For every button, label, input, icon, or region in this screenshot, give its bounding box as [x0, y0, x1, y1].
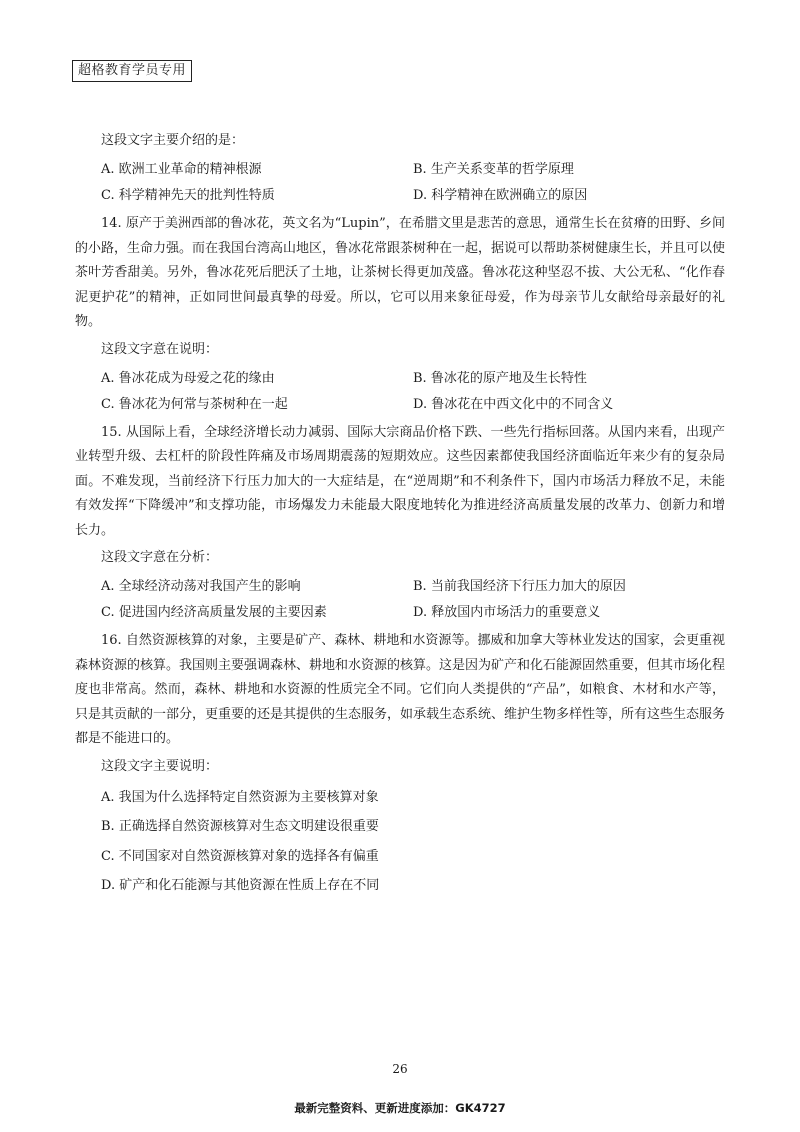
option-b: B. 正确选择自然资源核算对生态文明建设很重要	[101, 819, 379, 834]
option-d: D. 释放国内市场活力的重要意义	[413, 605, 601, 620]
option-a: A. 我国为什么选择特定自然资源为主要核算对象	[101, 789, 379, 805]
options-list	[75, 783, 725, 901]
footer-note: 最新完整资料、更新进度添加：GK4727	[294, 1101, 506, 1115]
option-c: C. 鲁冰花为何常与茶树种在一起	[101, 396, 288, 412]
options-grid	[75, 366, 725, 418]
option-b: B. 当前我国经济下行压力加大的原因	[413, 579, 626, 594]
options-grid	[75, 157, 725, 209]
question-lead: 这段文字意在说明：	[101, 341, 219, 357]
option-d: D. 鲁冰花在中西文化中的不同含义	[413, 396, 614, 412]
option-c: C. 不同国家对自然资源核算对象的选择各有偏重	[101, 848, 379, 864]
option-a: A. 全球经济动荡对我国产生的影响	[101, 579, 301, 594]
option-a: A. 鲁冰花成为母爱之花的缘由	[101, 370, 275, 386]
option-d: D. 科学精神在欧洲确立的原因	[413, 188, 588, 203]
option-c: C. 促进国内经济高质量发展的主要因素	[101, 605, 327, 620]
header-stamp: 超格教育学员专用	[72, 60, 192, 82]
options-grid	[75, 574, 725, 626]
question-15	[75, 421, 725, 627]
question-stem: 16. 自然资源核算的对象，主要是矿产、森林、耕地和水资源等。挪威和加拿大等林业发达的国家，会更重视森林资源的核算。我国则主要强调森林、耕地和水资源的核算。这是因为矿产和化石能源固然重要，但其市场化程度也非常高。然而，森林、耕地和水资源的性质完全不同。它们向人类提供的“产品”，如粮食、木材和水产等，只是其贡献的一部分，更重要的还是其提供的生态服务，如承载生态系统、维护生物多样性等，所有这些生态服务都是不能进口的。	[75, 633, 726, 746]
question-16	[75, 629, 725, 901]
question-stem: 14. 原产于美洲西部的鲁冰花，英文名为“Lupin”，在希腊文里是悲苦的意思，通常生长在贫瘠的田野、乡间的小路，生命力强。而在我国台湾高山地区，鲁冰花常跟茶树种在一起，据说可以帮助茶树健康生长，并且可以使茶叶芳香甜美。另外，鲁冰花死后肥沃了土地，让茶树长得更加茂盛。鲁冰花这种坚忍不拔、大公无私、“化作春泥更护花”的精神，正如同世间最真挚的母爱。所以，它可以用来象征母爱，作为母亲节儿女献给母亲最好的礼物。	[75, 216, 726, 329]
option-b: B. 鲁冰花的原产地及生长特性	[413, 370, 587, 386]
question-13-tail	[75, 129, 725, 209]
question-lead: 这段文字主要说明：	[101, 758, 219, 774]
question-14	[75, 212, 725, 418]
question-lead: 这段文字主要介绍的是：	[101, 133, 245, 148]
page-content	[75, 126, 725, 901]
option-d: D. 矿产和化石能源与其他资源在性质上存在不同	[101, 878, 380, 893]
question-lead: 这段文字意在分析：	[101, 550, 219, 565]
page-number: 26	[392, 1062, 408, 1076]
question-stem: 15. 从国际上看，全球经济增长动力减弱、国际大宗商品价格下跌、一些先行指标回落。从国内来看，出现产业转型升级、去杠杆的阶段性阵痛及市场周期震荡的短期效应。这些因素都使我国经济面临近年来少有的复杂局面。不难发现，当前经济下行压力加大的一大症结是，在“逆周期”和不利条件下，国内市场活力释放不足，未能有效发挥“下降缓冲”和支撑功能，市场爆发力未能最大限度地转化为推进经济高质量发展的改革力、创新力和增长力。	[75, 424, 725, 538]
option-b: B. 生产关系变革的哲学原理	[413, 162, 574, 177]
option-c: C. 科学精神先天的批判性特质	[101, 188, 275, 203]
option-a: A. 欧洲工业革命的精神根源	[101, 162, 262, 177]
